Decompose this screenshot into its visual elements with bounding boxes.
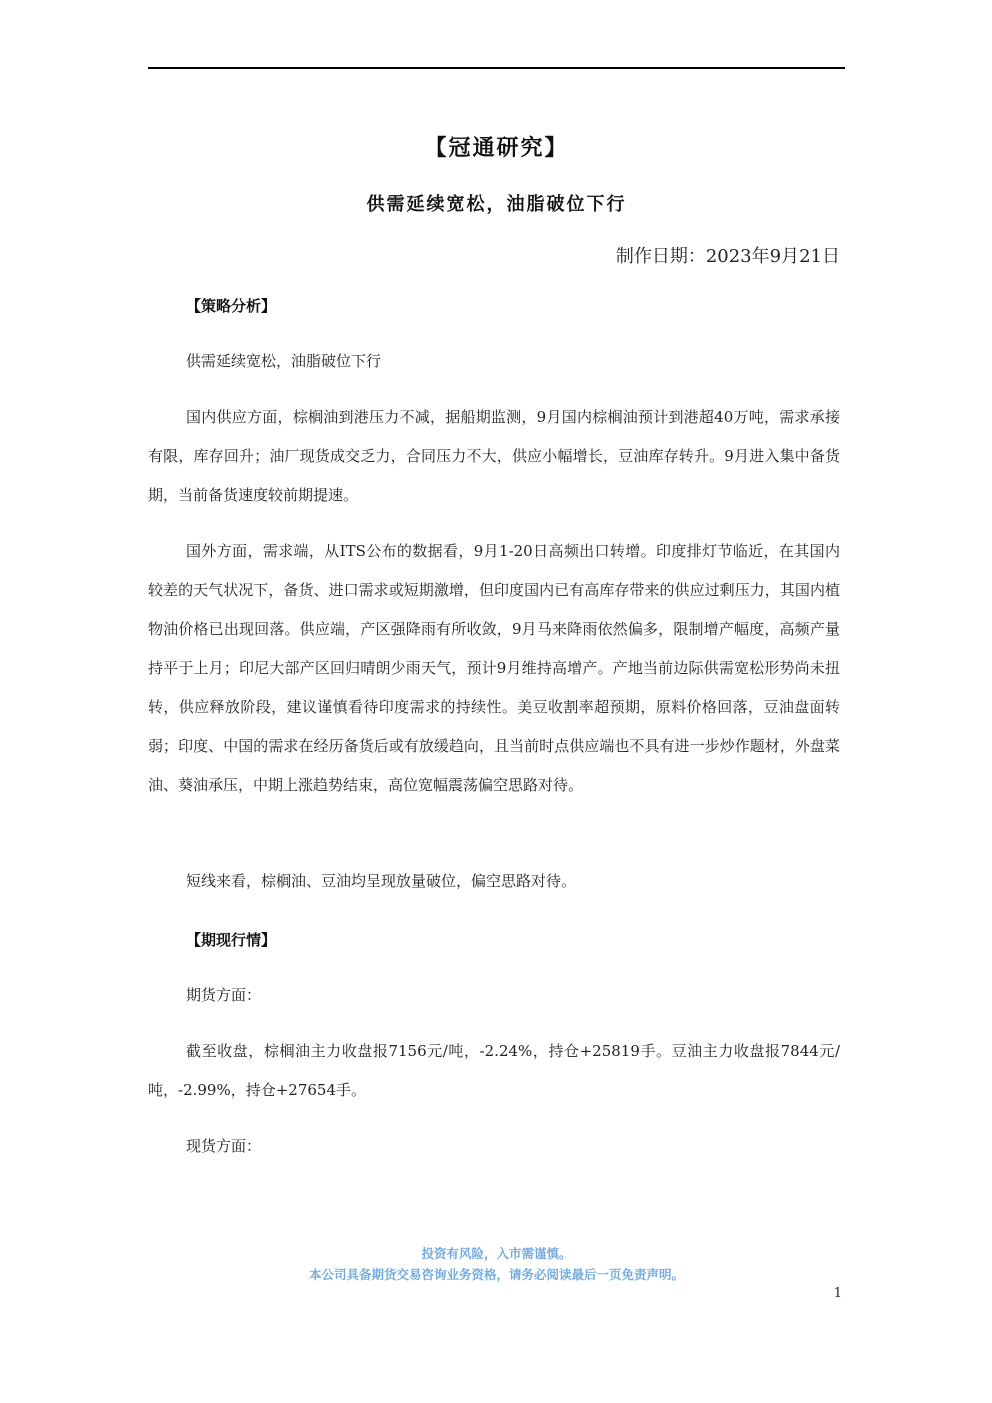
short-term-paragraph: 短线来看，棕榈油、豆油均呈现放量破位，偏空思路对待。 [186,872,577,890]
strategy-summary: 供需延续宽松，油脂破位下行 [186,352,382,370]
document-title: 供需延续宽松，油脂破位下行 [366,194,627,215]
overseas-paragraph: 国外方面，需求端，从ITS公布的数据看，9月1-20日高频出口转增。印度排灯节临近，在其国内较差的天气状况下，备货、进口需求或短期激增，但印度国内已有高库存带来的供应过剩压力，其国内植物油价格已出现回落。供应端，产区强降雨有所收敛，9月马来降雨依然偏多，限制增产幅度，高频产量持平于上月；印尼大部产区回归晴朗少雨天气，预计9月维持高增产。产地当前边际供需宽松形势尚未扭转，供应释放阶段，建议谨慎看待印度需求的持续性。美豆收割率超预期，原料价格回落，豆油盘面转弱；印度、中国的需求在经历备货后或有放缓趋向，且当前时点供应端也不具有进一步炒作题材，外盘菜油、葵油承压，中期上涨趋势结束，高位宽幅震荡偏空思路对待。 [148,542,840,794]
disclaimer-notice: 本公司具备期货交易咨询业务资格，请务必阅读最后一页免责声明。 [308,1267,684,1282]
brand-title: 【冠通研究】 [424,136,569,161]
futures-paragraph: 截至收盘，棕榈油主力收盘报7156元/吨，-2.24%，持仓+25819手。豆油主力收盘报7844元/吨，-2.99%，持仓+27654手。 [148,1042,840,1099]
publication-date: 制作日期：2023年9月21日 [615,246,840,267]
futures-label: 期货方面： [186,986,262,1004]
market-heading: 【期现行情】 [186,931,277,949]
strategy-heading: 【策略分析】 [186,297,277,315]
domestic-supply-paragraph: 国内供应方面，棕榈油到港压力不减，据船期监测，9月国内棕榈油预计到港超40万吨，需求承接有限，库存回升；油厂现货成交乏力，合同压力不大，供应小幅增长，豆油库存转升。9月进入集中备货期，当前备货速度较前期提速。 [148,408,840,504]
risk-warning: 投资有风险，入市需谨慎。 [421,1246,572,1261]
page-number: 1 [833,1286,842,1301]
spot-label: 现货方面： [186,1137,262,1155]
header-rule [148,67,845,69]
